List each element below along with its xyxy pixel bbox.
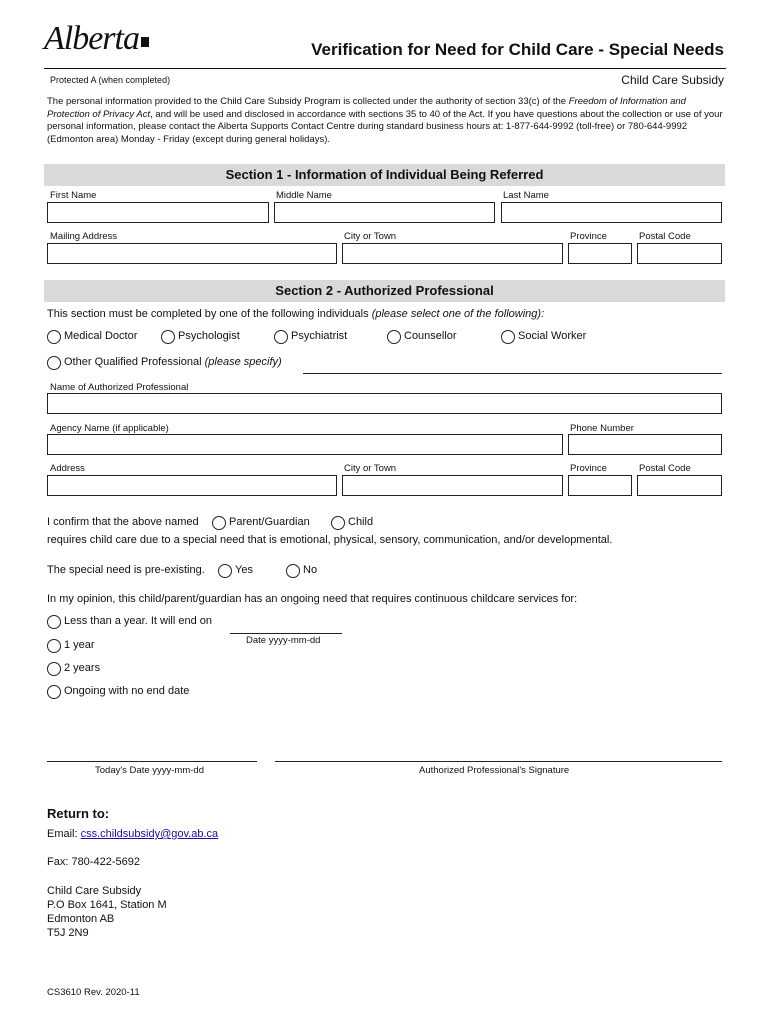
last-name-label: Last Name bbox=[503, 190, 549, 201]
address-line: Edmonton AB bbox=[47, 913, 115, 925]
two-years-label: 2 years bbox=[64, 662, 101, 674]
return-address bbox=[47, 884, 167, 940]
program-name: Child Care Subsidy bbox=[621, 73, 724, 87]
opinion-text: In my opinion, this child/parent/guardian has an ongoing need that requires continuous childcare services for: bbox=[47, 593, 578, 605]
medical-doctor-radio[interactable] bbox=[47, 330, 61, 344]
first-name-input[interactable] bbox=[47, 202, 269, 223]
mailing-address-input[interactable] bbox=[47, 243, 337, 264]
one-year-radio[interactable] bbox=[47, 639, 61, 653]
parent-guardian-radio[interactable] bbox=[212, 516, 226, 530]
professional-name-label: Name of Authorized Professional bbox=[50, 382, 189, 393]
parent-guardian-label: Parent/Guardian bbox=[229, 516, 310, 528]
psychiatrist-label: Psychiatrist bbox=[291, 330, 348, 342]
signature-line[interactable] bbox=[275, 761, 722, 762]
counsellor-radio[interactable] bbox=[387, 330, 401, 344]
postal-code-label: Postal Code bbox=[639, 231, 691, 242]
email-link[interactable]: css.childsubsidy@gov.ab.ca bbox=[80, 828, 219, 840]
form-id: CS3610 Rev. 2020-11 bbox=[47, 987, 140, 998]
province-label: Province bbox=[570, 231, 607, 242]
todays-date-label: Today's Date yyyy-mm-dd bbox=[95, 765, 204, 776]
mailing-address-label: Mailing Address bbox=[50, 231, 118, 242]
protected-label: Protected A (when completed) bbox=[50, 75, 171, 85]
preexisting-yes-label: Yes bbox=[235, 564, 253, 576]
professional-address-input[interactable] bbox=[47, 475, 337, 496]
counsellor-label: Counsellor bbox=[404, 330, 457, 342]
social-worker-label: Social Worker bbox=[518, 330, 587, 342]
section2-intro: This section must be completed by one of the following individuals (please select one of the following): bbox=[47, 308, 545, 320]
professional-postal-input[interactable] bbox=[637, 475, 722, 496]
requires-text: requires child care due to a special need that is emotional, physical, sensory, communication, and/or developmental. bbox=[47, 534, 613, 546]
psychiatrist-radio[interactable] bbox=[274, 330, 288, 344]
other-professional-radio[interactable] bbox=[47, 356, 61, 370]
preexisting-yes-radio[interactable] bbox=[218, 564, 232, 578]
address-line: Child Care Subsidy bbox=[47, 885, 142, 897]
signature-label: Authorized Professional's Signature bbox=[419, 765, 570, 776]
address-line: P.O Box 1641, Station M bbox=[47, 899, 167, 911]
end-date-line[interactable] bbox=[230, 633, 342, 634]
child-radio[interactable] bbox=[331, 516, 345, 530]
province-input[interactable] bbox=[568, 243, 632, 264]
return-fax: Fax: 780-422-5692 bbox=[47, 856, 140, 868]
last-name-input[interactable] bbox=[501, 202, 722, 223]
professional-postal-label: Postal Code bbox=[639, 463, 691, 474]
section2-heading: Section 2 - Authorized Professional bbox=[44, 280, 725, 302]
two-years-radio[interactable] bbox=[47, 662, 61, 676]
preexisting-no-label: No bbox=[303, 564, 318, 576]
agency-name-label: Agency Name (if applicable) bbox=[50, 423, 169, 434]
agency-name-input[interactable] bbox=[47, 434, 563, 455]
ongoing-label: Ongoing with no end date bbox=[64, 685, 190, 697]
professional-city-input[interactable] bbox=[342, 475, 563, 496]
form-title: Verification for Need for Child Care - Special Needs bbox=[311, 40, 724, 59]
city-input[interactable] bbox=[342, 243, 563, 264]
postal-code-input[interactable] bbox=[637, 243, 722, 264]
less-than-year-radio[interactable] bbox=[47, 615, 61, 629]
preexisting-no-radio[interactable] bbox=[286, 564, 300, 578]
ongoing-radio[interactable] bbox=[47, 685, 61, 699]
middle-name-label: Middle Name bbox=[276, 190, 332, 201]
todays-date-line[interactable] bbox=[47, 761, 257, 762]
end-date-hint: Date yyyy-mm-dd bbox=[246, 635, 321, 646]
child-label: Child bbox=[348, 516, 374, 528]
professional-province-input[interactable] bbox=[568, 475, 632, 496]
phone-number-label: Phone Number bbox=[570, 423, 634, 434]
return-heading: Return to: bbox=[47, 806, 110, 821]
return-email: Email: css.childsubsidy@gov.ab.ca bbox=[47, 828, 219, 840]
header-divider bbox=[44, 68, 726, 69]
social-worker-radio[interactable] bbox=[501, 330, 515, 344]
confirm-text: I confirm that the above named bbox=[47, 516, 199, 528]
preexisting-text: The special need is pre-existing. bbox=[47, 564, 205, 576]
first-name-label: First Name bbox=[50, 190, 97, 201]
other-professional-label: Other Qualified Professional (please specify) bbox=[64, 356, 282, 368]
address-line: T5J 2N9 bbox=[47, 927, 89, 939]
city-label: City or Town bbox=[344, 231, 397, 242]
psychologist-radio[interactable] bbox=[161, 330, 175, 344]
one-year-label: 1 year bbox=[64, 639, 95, 651]
alberta-logo: Alberta bbox=[44, 22, 149, 56]
professional-province-label: Province bbox=[570, 463, 607, 474]
middle-name-input[interactable] bbox=[274, 202, 495, 223]
professional-address-label: Address bbox=[50, 463, 85, 474]
other-specify-line[interactable] bbox=[303, 373, 722, 374]
less-than-year-label: Less than a year. It will end on bbox=[64, 615, 212, 627]
privacy-notice: The personal information provided to the Child Care Subsidy Program is collected under the authority of section 33(c) of the Freedom of Information and Protection of Privacy Act, and will be used and disclosed in accordance with sections 35 to 40 of the Act. If you have questions about the collection or use of your personal information, please contact the Alberta Supports Contact Centre during standard business hours at: 1-877-644-9992 (toll-free) or 780-644-9992 (Edmonton area) Monday - Friday (except during general holidays). bbox=[47, 96, 723, 145]
medical-doctor-label: Medical Doctor bbox=[64, 330, 138, 342]
professional-name-input[interactable] bbox=[47, 393, 722, 414]
professional-city-label: City or Town bbox=[344, 463, 397, 474]
phone-number-input[interactable] bbox=[568, 434, 722, 455]
psychologist-label: Psychologist bbox=[178, 330, 240, 342]
section1-heading: Section 1 - Information of Individual Being Referred bbox=[44, 164, 725, 186]
